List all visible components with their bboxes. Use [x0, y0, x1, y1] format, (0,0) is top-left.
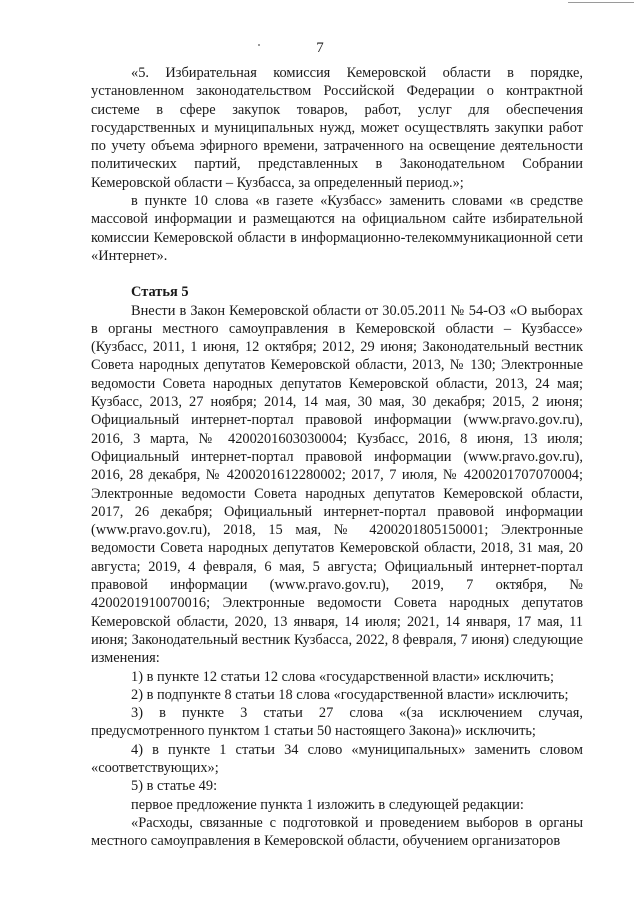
paragraph-amendment-item-10: в пункте 10 слова «в газете «Кузбасс» заменить словами «в средстве массовой информации и размещаются на официальном сайте избирательной комиссии Кемеровской области в информационно-телекоммуникационной сети «Интернет».: [91, 193, 583, 264]
article-intro: Внести в Закон Кемеровской области от 30.05.2011 № 54-ОЗ «О выборах в органы местного самоуправления в Кемеровской области – Кузбассе» (Кузбасс, 2011, 1 июня, 12 октября; 2012, 29 июня; Законодательный вестник Совета народных депутатов Кемеровской области, 2013, № 130; Электронные ведомости Совета народных депутатов Кемеровской области, 2013, 24 мая; Кузбасс, 2013, 27 ноября; 2014, 14 мая, 30 мая, 30 декабря; 2015, 2 июня; Официальный интернет-портал правовой информации (www.pravo.gov.ru), 2016, 3 марта, № 4200201603030004; Кузбасс, 2016, 8 июня, 13 июля; Официальный интернет-портал правовой информации (www.pravo.gov.ru), 2016, 28 декабря, № 4200201612280002; 2017, 7 июля, № 4200201707070004; Электронные ведомости Совета народных депутатов Кемеровской области, 2017, 26 декабря; Официальный интернет-портал правовой информации (www.pravo.gov.ru), 2018, 15 мая, № 4200201805150001; Электронные ведомости Совета народных депутатов Кемеровской области, 2018, 31 мая, 20 августа; 2019, 4 февраля, 6 мая, 5 августа; Официальный интернет-портал правовой информации (www.pravo.gov.ru), 2019, 7 октября, № 4200201910070016; Электронные ведомости Совета народных депутатов Кемеровской области, 2020, 13 января, 14 июля; 2021, 14 января, 17 мая, 11 июня; Законодательный вестник Кузбасса, 2022, 8 февраля, 7 июня) следующие изменения:: [91, 302, 583, 667]
amendment-item: 1) в пункте 12 статьи 12 слова «государственной власти» исключить;: [131, 668, 554, 685]
amendment-item: 2) в подпункте 8 статьи 18 слова «государственной власти» исключить;: [131, 686, 569, 703]
paragraph-article-text: «5. Избирательная комиссия Кемеровской области в порядке, установленном законодательством Российской Федерации о контрактной системе в сфере закупок товаров, работ, услуг для обеспечения государственных и муниципальных нужд, может осуществлять закупки работ по учету объема эфирного времени, затраченного на освещение деятельности политических партий, представленных в Законодательном Собрании Кемеровской области – Кузбасса, за определенный период.»;: [91, 65, 583, 191]
amendment-item: 5) в статье 49:: [131, 778, 218, 795]
spacer: [91, 265, 583, 283]
amendment-item: «Расходы, связанные с подготовкой и проведением выборов в органы местного самоуправления в Кемеровской области, обучением организаторов: [91, 814, 583, 850]
amendment-item: 4) в пункте 1 статьи 34 слово «муниципальных» заменить словом «соответствующих»;: [91, 741, 583, 776]
page-number: 7: [316, 40, 324, 56]
article-heading: Статья 5: [131, 284, 189, 301]
document-body: [91, 64, 583, 850]
amendment-item: первое предложение пункта 1 изложить в следующей редакции:: [131, 796, 524, 813]
amendment-item: 3) в пункте 3 статьи 27 слова «(за исключением случая, предусмотренного пунктом 1 статьи 50 настоящего Закона)» исключить;: [91, 705, 583, 740]
scan-mark-top-right: [568, 2, 634, 3]
